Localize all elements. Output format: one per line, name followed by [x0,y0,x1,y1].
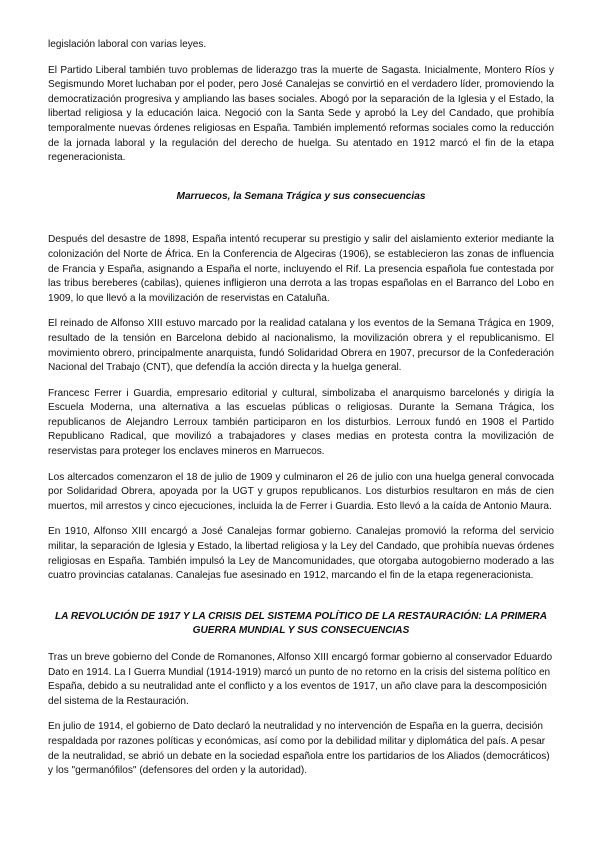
paragraph-liberal-party: El Partido Liberal también tuvo problemas de liderazgo tras la muerte de Sagasta. Inicialmente, Montero Ríos y Segismundo Moret luchaban por el poder, pero José Canalejas se convirtió en el verdadero líder, promoviendo la democratización progresiva y ampliando las bases sociales. Abogó por la separación de la Iglesia y el Estado, la libertad religiosa y la educación laica. Negoció con la Santa Sede y aprobó la Ley del Candado, que prohibía temporalmente nuevas órdenes religiosas en España. También implementó reformas sociales como la reducción de la jornada laboral y la regulación del derecho de huelga. Su atentado en 1912 marcó el fin de la etapa regeneracionista. [48,64,554,164]
paragraph-morocco-5: En 1910, Alfonso XIII encargó a José Canalejas formar gobierno. Canalejas promovió la reforma del servicio militar, la separación de Iglesia y Estado, la libertad religiosa y la Ley del Candado, que prohibía nuevas órdenes religiosas en España. También impulsó la Ley de Mancomunidades, que otorgaba autogobierno moderado a las cuatro provincias catalanas. Canalejas fue asesinado en 1912, marcando el fin de la etapa regeneracionista. [48,526,554,582]
paragraph-morocco-1: Después del desastre de 1898, España intentó recuperar su prestigio y salir del aislamiento exterior mediante la colonización del Norte de África. En la Conferencia de Algeciras (1906), se establecieron las zonas de influencia de Francia y España, asignando a España el norte, incluyendo el Rif. La presencia española fue contestada por las tribus bereberes (cabilas), quienes infligieron una derrota a las tropas españolas en el Barranco del Lobo en 1909, lo que llevó a la movilización de reservistas en Cataluña. [48,234,554,304]
intro-continuation: legislación laboral con varias leyes. [48,39,207,50]
heading-morocco: Marruecos, la Semana Trágica y sus consecuencias [176,190,426,202]
paragraph-1917-1: Tras un breve gobierno del Conde de Romanones, Alfonso XIII encargó formar gobierno al conservador Eduardo Dato en 1914. La I Guerra Mundial (1914-1919) marcó un punto de no retorno en la crisis del sistema político en España, debido a su neutralidad ante el conflicto y a los eventos de 1917, un año clave para la descomposición del sistema de la Restauración. [48,652,553,707]
paragraph-morocco-2: El reinado de Alfonso XIII estuvo marcado por la realidad catalana y los eventos de la Semana Trágica en 1909, resultado de la tensión en Barcelona debido al nacionalismo, la movilización obrera y el republicanismo. El movimiento obrero, principalmente anarquista, fundó Solidaridad Obrera en 1907, precursor de la Confederación Nacional del Trabajo (CNT), que defendía la acción directa y la huelga general. [48,318,554,374]
paragraph-morocco-4: Los altercados comenzaron el 18 de julio de 1909 y culminaron el 26 de julio con una huelga general convocada por Solidaridad Obrera, apoyada por la UGT y grupos republicanos. Los disturbios resultaron en más de cien muertos, mil arrestos y cinco ejecuciones, incluida la de Ferrer i Guardia. Esto llevó a la caída de Antonio Maura. [48,471,554,512]
paragraph-1917-2: En julio de 1914, el gobierno de Dato declaró la neutralidad y no intervención de España en la guerra, decisión respaldada por razones políticas y económicas, así como por la debilidad militar y diplomática del país. A pesar de la neutralidad, se abrió un debate en la sociedad española entre los partidarios de los Aliados (democráticos) y los "germanófilos" (defensores del orden y la autoridad). [48,721,550,777]
heading-1917: LA REVOLUCIÓN DE 1917 Y LA CRISIS DEL SISTEMA POLÍTICO DE LA RESTAURACIÓN: LA PRIMERA GUERRA MUNDIAL Y SUS CONSECUENCIAS [54,610,548,637]
section-heading-morocco [48,190,554,205]
section-heading-1917 [48,610,554,639]
document-page [48,38,554,779]
paragraph-morocco-3: Francesc Ferrer i Guardia, empresario editorial y cultural, simbolizaba el anarquismo barcelonés y dirigía la Escuela Moderna, una alternativa a las escuelas públicas o religiosas. Durante la Semana Trágica, los republicanos de Alejandro Lerroux también participaron en los disturbios. Lerroux fundó en 1908 el Partido Republicano Radical, que movilizó a trabajadores y clases medias en protesta contra la movilización de reservistas para proteger los enclaves mineros en Marruecos. [48,387,554,458]
